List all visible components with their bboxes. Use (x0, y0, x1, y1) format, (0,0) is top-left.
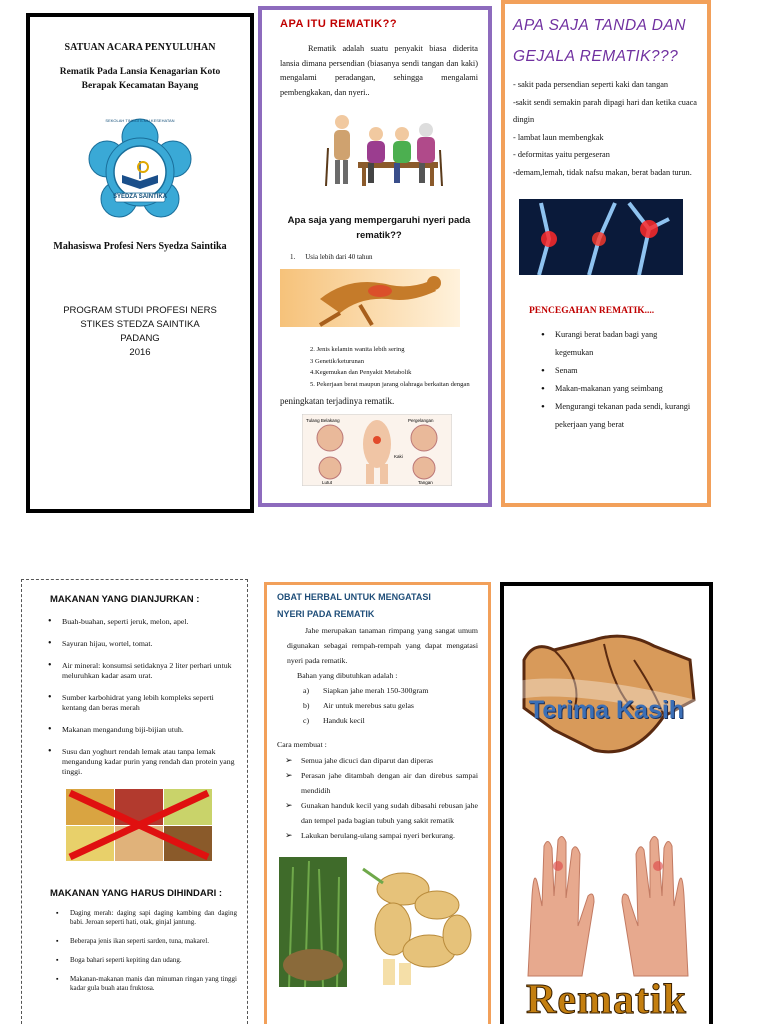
program-line-1: PROGRAM STUDI PROFESI NERS (63, 305, 217, 316)
material-item (303, 683, 478, 698)
prevention-item: • Makan-makanan yang seimbang (555, 380, 697, 398)
signs-heading-1: APA SAJA TANDA DAN (513, 17, 686, 34)
symptom-list (513, 76, 697, 181)
symptom-item: - lambat laun membengkak (513, 132, 604, 142)
definition-text: Rematik adalah suatu penyakit biasa diderita lansia dimana persendian (biasanya sendi tangan dan kaki) mengalami peradangan, sehingga mengalami pembengkakan, dan nyeri.. (280, 44, 478, 97)
signs-panel (501, 0, 711, 507)
symptom-item: -demam,lemah, tidak nafsu makan, berat badan turun. (513, 167, 692, 177)
joint-label: Kaki (394, 454, 403, 459)
xray-joints-image (519, 199, 683, 275)
recommended-item: • Sayuran hijau, wortel, tomat. (62, 639, 237, 649)
step-item: ➢ Semua jahe dicuci dan diparut dan diperas (301, 753, 478, 768)
forbidden-food-image (66, 789, 212, 861)
herbal-intro: Jahe merupakan tanaman rimpang yang sangat umum digunakan sebagai rempah-rempah yang dapat mengatasi nyeri pada rematik. (287, 626, 478, 665)
prevention-list (513, 326, 697, 434)
recommended-item: • Makanan mengandung biji-bijian utuh. (62, 725, 237, 735)
cover-author: Mahasiswa Profesi Ners Syedza Saintika (53, 241, 227, 252)
material-item (303, 713, 478, 728)
prevention-item: • Mengurangi tekanan pada sendi, kurangi pekerjaan yang berat (555, 398, 697, 434)
avoid-item: ▪ Beberapa jenis ikan seperti sarden, tuna, makarel. (70, 937, 237, 946)
steps-list (277, 753, 478, 843)
symptom-item: -sakit sendi semakin parah dipagi hari dan ketika cuaca dingin (513, 97, 697, 124)
material-text: Handuk kecil (323, 716, 365, 725)
symptom-item: - deformitas yaitu pergeseran (513, 150, 610, 159)
signs-heading (513, 10, 697, 72)
cover-subtitle-2: Berapak Kecamatan Bayang (81, 81, 199, 91)
material-marker: c) (303, 716, 310, 725)
recommended-item: • Susu dan yoghurt rendah lemak atau tanpa lemak mengandung kadar purin yang rendah dan protein yang tinggi. (62, 747, 237, 777)
avoid-item: ▪ Boga bahari seperti kepiting dan udang. (70, 956, 237, 965)
factor-1: 1. Usia lebih dari 40 tahun (290, 253, 373, 261)
program-line-2: STIKES STEDZA SAINTIKA (80, 319, 200, 330)
cover-panel (26, 13, 254, 513)
what-is-panel (258, 6, 492, 507)
factor-list (280, 344, 478, 412)
signs-heading-2: GEJALA REMATIK??? (513, 48, 679, 65)
food-panel (21, 579, 248, 1024)
material-text: Siapkan jahe merah 150-300gram (323, 686, 429, 695)
avoid-item: ▪ Makanan-makanan manis dan minuman ringan yang tinggi kadar gula buah atau fruktosa. (70, 975, 237, 993)
cover-program (40, 304, 240, 360)
recommended-item: • Buah-buahan, seperti jeruk, melon, apel. (62, 617, 237, 627)
material-item (303, 698, 478, 713)
joint-label: Tulang Belakang (306, 418, 340, 423)
factor-item: 5. Pekerjaan berat maupun jarang olahraga berkaitan dengan (310, 380, 470, 388)
ginger-photos (277, 857, 478, 987)
step-item: ➢ Lakukan berulang-ulang sampai nyeri berkurang. (301, 828, 478, 843)
prevention-item: • Kurangi berat badan bagi yang kegemukan (555, 326, 697, 362)
factor-item: 4.Kegemukan dan Penyakit Metabolik (310, 369, 412, 376)
cover-subtitle-1: Rematik Pada Lansia Kenagarian Koto (59, 67, 221, 77)
program-year: 2016 (129, 347, 151, 358)
what-is-heading: APA ITU REMATIK?? (280, 18, 398, 30)
materials-list (277, 683, 478, 728)
closing-panel (500, 582, 713, 1024)
joint-label: Lutut (322, 480, 333, 485)
materials-intro: Bahan yang dibutuhkan adalah : (297, 671, 398, 680)
material-text: Air untuk merebus satu gelas (323, 701, 414, 710)
factors-heading: Apa saja yang mempergaruhi nyeri pada rematik?? (287, 215, 471, 241)
joint-label: Tangan (418, 480, 433, 485)
logo-name: SYEDZA SAINTIKA (112, 194, 168, 200)
herbal-heading-1: OBAT HERBAL UNTUK MENGATASI (277, 592, 431, 602)
avoid-heading: MAKANAN YANG HARUS DIHINDARI : (50, 888, 223, 899)
joint-diagram-illustration (302, 414, 452, 486)
material-marker: a) (303, 686, 310, 695)
herbal-heading-2: NYERI PADA REMATIK (277, 609, 375, 619)
logo-arc-text: SEKOLAH TINGGI ILMU KESEHATAN (105, 118, 175, 123)
recommended-list (36, 617, 237, 777)
method-heading: Cara membuat : (277, 740, 327, 749)
ginger-plant-image (279, 857, 347, 987)
joint-label: Pergelangan (408, 418, 434, 423)
prevention-heading: PENCEGAHAN REMATIK.... (529, 306, 655, 316)
rematik-word: Rematik (526, 977, 687, 1023)
herbal-panel (264, 582, 491, 1024)
back-pain-illustration (280, 269, 460, 327)
prevention-item: • Senam (555, 362, 697, 380)
step-item: ➢ Gunakan handuk kecil yang sudah dibasahi rebusan jahe dan tempel pada bagian tubuh yang sakit rematik (301, 798, 478, 828)
elderly-people-illustration (320, 110, 450, 190)
school-logo-icon (85, 117, 195, 227)
herbal-heading (277, 589, 478, 623)
thank-you-text: Terima Kasih (528, 696, 685, 724)
factor-1-text: Usia lebih dari 40 tahun (305, 253, 373, 261)
avoid-item: ▪ Daging merah: daging sapi daging kambing dan daging babi. Jeroan seperti hati, otak, ginjal jantung. (70, 909, 237, 927)
handshake-image (514, 620, 704, 770)
material-marker: b) (303, 701, 310, 710)
recommended-heading: MAKANAN YANG DIANJURKAN : (50, 594, 200, 605)
program-city: PADANG (120, 333, 160, 344)
recommended-item: • Sumber karbohidrat yang lebih kompleks seperti kentang dan beras merah (62, 693, 237, 713)
cover-title: SATUAN ACARA PENYULUHAN (64, 42, 216, 53)
symptom-item: - sakit pada persendian seperti kaki dan tangan (513, 80, 669, 89)
avoid-list (36, 909, 237, 993)
recommended-item: • Air mineral: konsumsi setidaknya 2 liter perhari untuk meluruhkan kadar asam urat. (62, 661, 237, 681)
ginger-root-image (353, 859, 483, 987)
factor-item: 2. Jenis kelamin wanita lebih sering (310, 346, 405, 353)
factor-item: 3 Genetik/keturunan (310, 357, 365, 365)
hands-image (518, 826, 698, 986)
factor-item-wrap: peningkatan terjadinya rematik. (280, 396, 395, 406)
step-item: ➢ Perasan jahe ditambah dengan air dan direbus sampai mendidih (301, 768, 478, 798)
